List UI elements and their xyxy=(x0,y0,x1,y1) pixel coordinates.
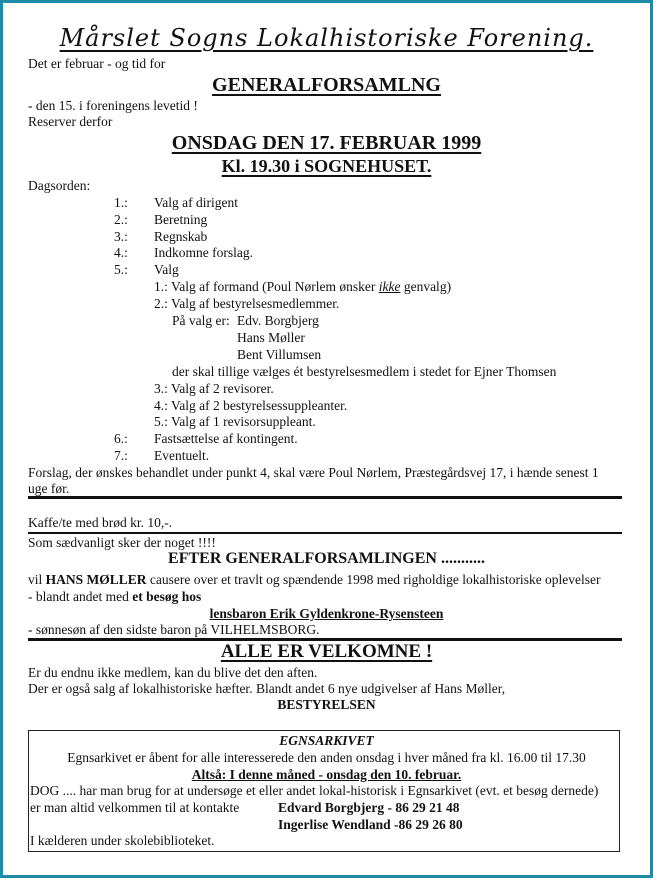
agenda-num: 6.: xyxy=(114,431,128,446)
visit-bold: et besøg hos xyxy=(132,589,202,604)
election-chairman-text: 1.: Valg af formand (Poul Nørlem ønsker xyxy=(154,279,379,294)
proposals-line-1: Forslag, der ønskes behandlet under punkt 4, skal være Poul Nørlem, Præstegårdsvej 17, i hænde senest 1 xyxy=(28,465,599,480)
agenda-num: 1.: xyxy=(114,195,128,210)
agenda-num: 2.: xyxy=(114,212,128,227)
speaker-name: HANS MØLLER xyxy=(45,572,147,587)
visit-prefix: - blandt andet med xyxy=(28,589,133,604)
talk-suffix: causere over et travlt og spændende 1998 med righoldige lokalhistoriske oplevelser xyxy=(146,572,601,587)
proposals-line-2: uge før. xyxy=(28,481,70,496)
additional-board-note: der skal tillige vælges ét bestyrelsesmedlem i stedet for Ejner Thomsen xyxy=(172,364,557,379)
agenda-item: Eventuelt. xyxy=(154,448,210,463)
archive-this-month: Altså: I denne måned - onsdag den 10. februar. xyxy=(191,767,462,782)
archive-location: I kælderen under skolebiblioteket. xyxy=(30,833,215,848)
agenda-item: Valg xyxy=(154,262,179,277)
coffee-price: Kaffe/te med brød kr. 10,-. xyxy=(28,515,173,530)
agenda-num: 3.: xyxy=(114,229,128,244)
welcome-heading: ALLE ER VELKOMNE ! xyxy=(220,641,433,662)
visit-line xyxy=(28,589,201,605)
baron-description: - sønnesøn af den sidste baron på VILHELMSBORG. xyxy=(28,622,320,637)
election-board-substitutes: 4.: Valg af 2 bestyrelsessuppleanter. xyxy=(154,398,348,413)
contact-wendland: Ingerlise Wendland -86 29 26 80 xyxy=(278,817,463,832)
agenda-item: Regnskab xyxy=(154,229,208,244)
intro-line-1: Det er februar - og tid for xyxy=(28,56,166,71)
booklets-note: Der er også salg af lokalhistoriske hæfter. Blandt andet 6 nye udgivelser af Hans Møller, xyxy=(28,681,506,696)
intro-line-2: - den 15. i foreningens levetid ! xyxy=(28,98,198,113)
contact-borgbjerg: Edvard Borgbjerg - 86 29 21 48 xyxy=(278,800,460,815)
agenda-num: 5.: xyxy=(114,262,128,277)
emphasis-not: ikke xyxy=(378,279,401,294)
agenda-item: Valg af dirigent xyxy=(154,195,238,210)
event-time-place: Kl. 19.30 i SOGNEHUSET. xyxy=(221,156,432,176)
agenda-item: Beretning xyxy=(154,212,208,227)
after-assembly-heading: EFTER GENERALFORSAMLINGEN ........... xyxy=(168,550,485,567)
baron-name: lensbaron Erik Gyldenkrone-Rysensteen xyxy=(209,606,444,621)
election-board: 2.: Valg af bestyrelsesmedlemmer. xyxy=(154,296,340,311)
agenda-num: 4.: xyxy=(114,245,128,260)
agenda-label: Dagsorden: xyxy=(28,178,91,193)
general-assembly-heading: GENERALFORSAMLNG xyxy=(212,74,441,96)
election-auditors: 3.: Valg af 2 revisorer. xyxy=(154,381,274,396)
event-date: ONSDAG DEN 17. FEBRUAR 1999 xyxy=(171,132,482,154)
talk-prefix: vil xyxy=(28,572,46,587)
archive-title: EGNSARKIVET xyxy=(279,733,374,748)
agenda-num: 7.: xyxy=(114,448,128,463)
divider-rule xyxy=(28,532,622,534)
archive-however: DOG .... har man brug for at undersøge et eller andet lokal-historisk i Egnsarkivet (evt. et besøg dernede) xyxy=(30,783,599,798)
election-chairman xyxy=(154,279,451,295)
archive-contact-intro: er man altid velkommen til at kontakte xyxy=(30,800,240,815)
agenda-item: Indkomne forslag. xyxy=(154,245,253,260)
agenda-item: Fastsættelse af kontingent. xyxy=(154,431,298,446)
candidate: Bent Villumsen xyxy=(237,347,322,362)
intro-line-3: Reserver derfor xyxy=(28,114,113,129)
divider-rule xyxy=(28,496,622,499)
candidate: Hans Møller xyxy=(237,330,305,345)
society-title: Mårslet Sogns Lokalhistoriske Forening. xyxy=(59,24,594,52)
on-vote-label: På valg er: xyxy=(172,313,230,328)
election-chairman-suffix: genvalg) xyxy=(400,279,452,294)
election-auditor-substitute: 5.: Valg af 1 revisorsuppleant. xyxy=(154,414,316,429)
talk-description xyxy=(28,572,601,588)
board-signature: BESTYRELSEN xyxy=(277,697,376,712)
archive-hours: Egnsarkivet er åbent for alle interesserede den anden onsdag i hver måned fra kl. 16.00 til 17.30 xyxy=(67,750,586,765)
membership-note: Er du endnu ikke medlem, kan du blive det den aften. xyxy=(28,665,318,680)
as-usual-note: Som sædvanligt sker der noget !!!! xyxy=(28,535,216,550)
candidate: Edv. Borgbjerg xyxy=(237,313,319,328)
